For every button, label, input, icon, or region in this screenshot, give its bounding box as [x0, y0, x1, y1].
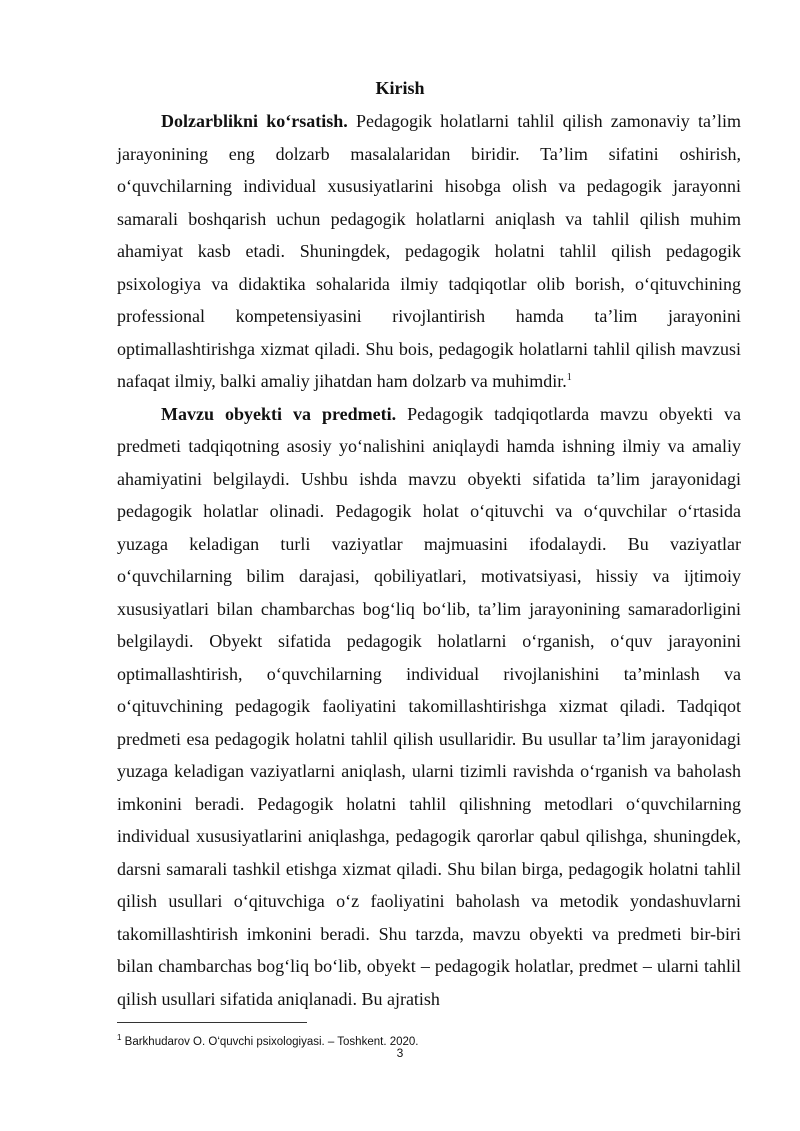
footnote-text: Barkhudarov O. O‘quvchi psixologiyasi. – Toshkent. 2020.	[121, 1035, 419, 1048]
paragraph-text: Pedagogik tadqiqotlarda mavzu obyekti va predmeti tadqiqotning asosiy yo‘nalishini aniqlaydi hamda ishning ilmiy va amaliy ahamiyatini belgilaydi. Ushbu ishda mavzu obyekti sifatida ta’lim jarayonidagi pedagogik holatlar olinadi. Pedagogik holat o‘qituvchi va o‘quvchilar o‘rtasida yuzaga keladigan turli vaziyatlar majmuasini ifodalaydi. Bu vaziyatlar o‘quvchilarning bilim darajasi, qobiliyatlari, motivatsiyasi, hissiy va ijtimoiy xususiyatlari bilan chambarchas bog‘liq bo‘lib, ta’lim jarayonining samaradorligini belgilaydi. Obyekt sifatida pedagogik holatlarni o‘rganish, o‘quv jarayonini optimallashtirish, o‘quvchilarning individual rivojlanishini ta’minlash va o‘qituvchining pedagogik faoliyatini takomillashtirishga xizmat qiladi. Tadqiqot predmeti esa pedagogik holatni tahlil qilish usullaridir. Bu usullar ta’lim jarayonidagi yuzaga keladigan vaziyatlarni aniqlash, ularni tizimli ravishda o‘rganish va baholash imkonini beradi. Pedagogik holatni tahlil qilishning metodlari o‘quvchilarning individual xususiyatlarini aniqlashga, pedagogik qarorlar qabul qilishga, shuningdek, darsni samarali tashkil etishga xizmat qiladi. Shu bilan birga, pedagogik holatni tahlil qilish usullari o‘qituvchiga o‘z faoliyatini baholash va metodik yondashuvlarni takomillashtirish imkonini beradi. Shu tarzda, mavzu obyekti va predmeti bir-biri bilan chambarchas bog‘liq bo‘lib, obyekt – pedagogik holatlar, predmet – ularni tahlil qilish usullari sifatida aniqlanadi. Bu ajratish	[117, 403, 741, 1009]
paragraph-lead: Dolzarblikni ko‘rsatish.	[161, 111, 348, 131]
body-text	[117, 105, 741, 1015]
paragraph-text: Pedagogik holatlarni tahlil qilish zamonaviy ta’lim jarayonining eng dolzarb masalalaridan biridir. Ta’lim sifatini oshirish, o‘quvchilarning individual xususiyatlarini hisobga olish va pedagogik jarayonni samarali boshqarish uchun pedagogik holatlarni aniqlash va tahlil qilish muhim ahamiyat kasb etadi. Shuningdek, pedagogik holatni tahlil qilish pedagogik psixologiya va didaktika sohalarida ilmiy tadqiqotlar olib borish, o‘qituvchining professional kompetensiyasini rivojlantirish hamda ta’lim jarayonini optimallashtirishga xizmat qiladi. Shu bois, pedagogik holatlarni tahlil qilish mavzusi nafaqat ilmiy, balki amaliy jihatdan ham dolzarb va muhimdir.	[117, 111, 741, 391]
paragraph-relevance	[117, 105, 741, 398]
paragraph-lead: Mavzu obyekti va predmeti.	[161, 403, 397, 424]
section-heading: Kirish	[375, 78, 425, 98]
paragraph-object-subject	[117, 398, 741, 1016]
footnote-number: 1	[117, 1033, 122, 1042]
footnote-reference: 1	[566, 372, 572, 383]
page-number: 3	[396, 1046, 404, 1060]
footnote-divider	[117, 1022, 307, 1023]
